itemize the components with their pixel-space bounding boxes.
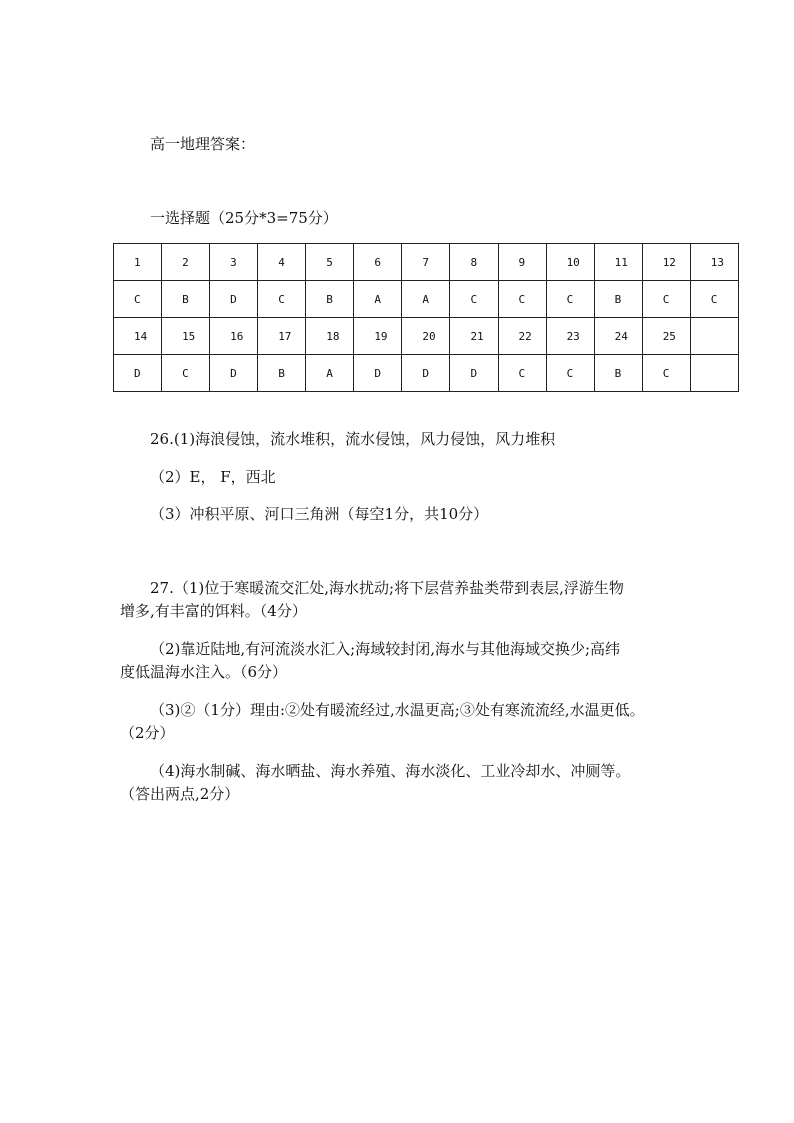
q27-para-3-line-2: （2分） [120,724,175,742]
answer-table-cell: C [498,281,546,318]
answer-table-cell: C [450,281,498,318]
answer-table-row [114,281,739,318]
answer-table-cell: 12 [642,244,690,281]
answer-table-cell: 5 [306,244,354,281]
answer-table-row [114,318,739,355]
answer-table-cell: C [642,281,690,318]
answer-table-row [114,244,739,281]
answer-table-cell: C [114,281,162,318]
q27-para-1-line-2: 增多,有丰富的饵料。（4分） [120,602,307,620]
answer-table-cell: 21 [450,318,498,355]
answer-table-cell: B [594,281,642,318]
answer-table-row [114,355,739,392]
answer-table-cell: A [306,355,354,392]
answer-table-cell: C [498,355,546,392]
answer-table-cell: 6 [354,244,402,281]
answer-table-cell [690,355,738,392]
answer-table [113,243,739,392]
answer-table-cell: 3 [210,244,258,281]
answer-table-cell: D [402,355,450,392]
document-title: 高一地理答案： [150,135,256,153]
answer-table-cell: D [114,355,162,392]
answer-table-cell: D [210,355,258,392]
section-title-multiple-choice: 一选择题（25分*3=75分） [150,209,338,227]
answer-table-cell: A [402,281,450,318]
answer-table-cell: 8 [450,244,498,281]
answer-table-cell: B [258,355,306,392]
answer-table-cell: 13 [690,244,738,281]
q27-para-2-line-1: （2)靠近陆地,有河流淡水汇入;海域较封闭,海水与其他海域交换少;高纬 [150,640,621,658]
q27-para-4-line-1: （4)海水制碱、海水晒盐、海水养殖、海水淡化、工业冷却水、冲厕等。 [150,762,631,780]
answer-table-cell: 10 [546,244,594,281]
answer-table-cell: C [546,281,594,318]
answer-table-cell: C [162,355,210,392]
answer-table-cell: 2 [162,244,210,281]
answer-table-cell: 19 [354,318,402,355]
answer-table-cell: 15 [162,318,210,355]
q26-line-3: （3）冲积平原、河口三角洲（每空1分，共10分） [150,505,489,523]
answer-table-cell: 18 [306,318,354,355]
answer-table-cell: 9 [498,244,546,281]
answer-table-cell: B [306,281,354,318]
answer-table-cell: 17 [258,318,306,355]
answer-table-cell: A [354,281,402,318]
q27-para-3-line-1: （3)②（1分）理由:②处有暖流经过,水温更高;③处有寒流流经,水温更低。 [150,701,645,719]
q27-para-1-line-1: 27.（1)位于寒暖流交汇处,海水扰动;将下层营养盐类带到表层,浮游生物 [150,579,624,597]
q26-line-1: 26.(1)海浪侵蚀，流水堆积，流水侵蚀，风力侵蚀，风力堆积 [150,430,556,448]
answer-table-cell: 20 [402,318,450,355]
answer-table-cell: C [546,355,594,392]
answer-table-body [114,244,739,392]
answer-table-cell: 1 [114,244,162,281]
answer-table-cell: D [354,355,402,392]
answer-table-cell: 11 [594,244,642,281]
answer-table-cell: C [258,281,306,318]
answer-table-cell [690,318,738,355]
answer-table-cell: 4 [258,244,306,281]
answer-table-cell: D [450,355,498,392]
answer-table-cell: 14 [114,318,162,355]
answer-table-cell: B [162,281,210,318]
answer-table-cell: 24 [594,318,642,355]
answer-table-cell: C [690,281,738,318]
answer-table-cell: B [594,355,642,392]
answer-table-cell: 25 [642,318,690,355]
answer-table-cell: 23 [546,318,594,355]
answer-table-cell: 22 [498,318,546,355]
q27-para-4-line-2: （答出两点,2分） [120,785,240,803]
answer-table-cell: C [642,355,690,392]
answer-table-cell: D [210,281,258,318]
q27-para-2-line-2: 度低温海水注入。（6分） [120,663,288,681]
answer-table-cell: 7 [402,244,450,281]
q26-line-2: （2）E， F，西北 [150,468,276,486]
answer-table-cell: 16 [210,318,258,355]
